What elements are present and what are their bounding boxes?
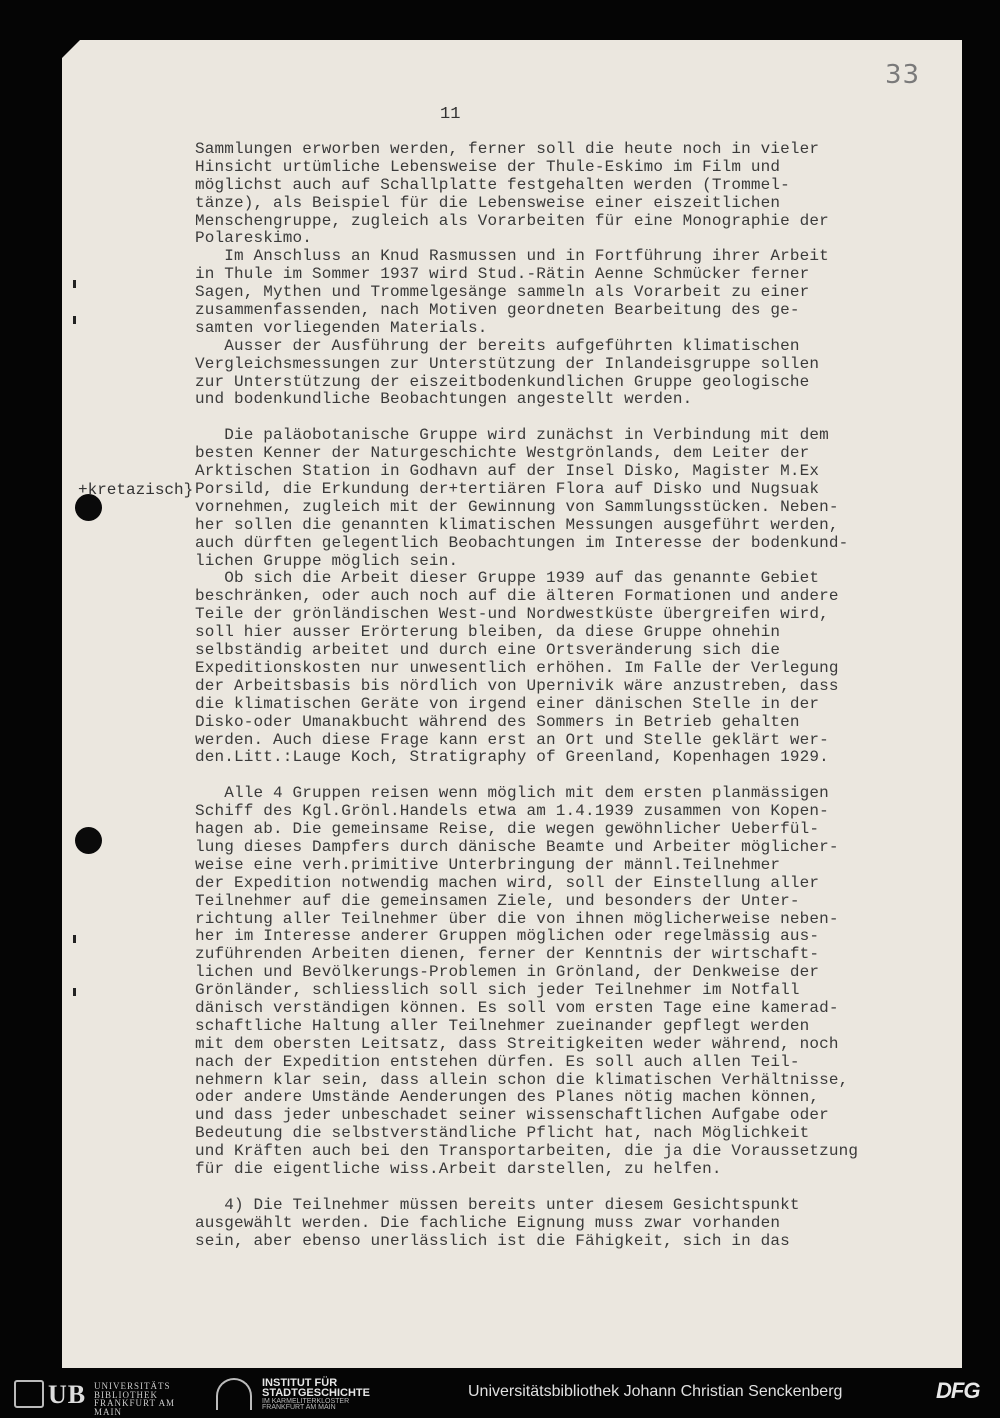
text-line: Polareskimo. [195,229,313,248]
typewritten-text [195,141,955,1251]
text-line: Ob sich die Arbeit dieser Gruppe 1939 auf das genannte Gebiet [195,569,820,588]
text-line: vornehmen, zugleich mit der Gewinnung von Sammlungsstücken. Neben- [195,497,839,516]
text-line: weise eine verh.primitive Unterbringung der männl.Teilnehmer [195,855,781,874]
text-line: Teilnehmer auf die gemeinsamen Ziele, und besonders der Unter- [195,891,800,910]
text-line: Hinsicht urtümliche Lebensweise der Thule-Eskimo im Film und [195,157,781,176]
ub-logo-text [94,1382,204,1416]
text-line: und dass jeder unbeschadet seiner wissenschaftlichen Aufgabe oder [195,1106,829,1125]
institute-subtitle [262,1399,349,1411]
ub-logo-letters: UB [48,1380,87,1409]
pencil-mark [73,280,76,288]
institute-name [262,1378,370,1398]
text-line: Vergleichsmessungen zur Unterstützung der Inlandeisgruppe sollen [195,354,820,373]
folio-number: 33 [885,60,921,90]
text-line: auch dürften gelegentlich Beobachtungen im Interesse der bodenkund- [195,533,849,552]
pencil-mark [73,935,76,943]
institute-logo[interactable] [216,1378,396,1410]
text-line: Ausser der Ausführung der bereits aufgeführten klimatischen [195,336,800,355]
text-line: zusammenfassenden, nach Motiven geordneten Bearbeitung des ge- [195,301,800,320]
paragraph-gap [195,767,955,785]
text-line: schaftliche Haltung aller Teilnehmer zueinander gepflegt werden [195,1016,810,1035]
text-line: sein, aber ebenso unerlässlich ist die Fähigkeit, sich in das [195,1231,790,1250]
paragraph-gap [195,1179,955,1197]
dfg-logo[interactable]: DFG [936,1378,980,1403]
footer-bar [0,1368,1000,1418]
text-line: Sammlungen erworben werden, ferner soll die heute noch in vieler [195,140,820,158]
institute-line-1: INSTITUT FÜR [262,1377,338,1389]
library-credit: Universitätsbibliothek Johann Christian Senckenberg [468,1383,843,1400]
ub-line-1: UNIVERSITÄTS [94,1381,171,1391]
page-number: 11 [440,105,461,124]
text-line: Die paläobotanische Gruppe wird zunächst in Verbindung mit dem [195,426,829,445]
text-line: Bedeutung die selbstverständliche Pflicht hat, nach Möglichkeit [195,1124,810,1143]
punch-hole [75,827,102,854]
text-line: werden. Auch diese Frage kann erst an Ort und Stelle geklärt wer- [195,730,829,749]
text-line: oder andere Umstände Aenderungen des Planes nötig machen können, [195,1088,820,1107]
text-line: Sagen, Mythen und Trommelgesänge sammeln als Vorarbeit zu einer [195,283,810,302]
institute-line-4: FRANKFURT AM MAIN [262,1404,336,1411]
text-line: in Thule im Sommer 1937 wird Stud.-Rätin Aenne Schmücker ferner [195,265,810,284]
text-line: 4) Die Teilnehmer müssen bereits unter diesem Gesichtspunkt [195,1195,800,1214]
text-line: Alle 4 Gruppen reisen wenn möglich mit dem ersten planmässigen [195,784,829,803]
text-line: und bodenkundliche Beobachtungen angestellt werden. [195,390,693,409]
text-line: tänze), als Beispiel für die Lebensweise einer eiszeitlichen [195,193,781,212]
text-line: mit dem obersten Leitsatz, dass Streitigkeiten weder während, noch [195,1034,839,1053]
text-line: nach der Expedition entstehen dürfen. Es soll auch allen Teil- [195,1052,800,1071]
text-line: Porsild, die Erkundung der+tertiären Flora auf Disko und Nugsuak [195,480,820,499]
text-line: dänisch verständigen können. Es soll vom ersten Tage eine kamerad- [195,998,839,1017]
text-line: der Expedition notwendig machen wird, soll der Einstellung aller [195,873,820,892]
text-line: zur Unterstützung der eiszeitbodenkundlichen Gruppe geologische [195,372,810,391]
text-line: Disko-oder Umanakbucht während des Sommers in Betrieb gehalten [195,712,800,731]
text-line: hagen ab. Die gemeinsame Reise, die wegen gewöhnlicher Ueberfül- [195,820,820,839]
text-line: Teile der grönländischen West-und Nordwestküste übergreifen wird, [195,605,829,624]
text-line: Schiff des Kgl.Grönl.Handels etwa am 1.4.1939 zusammen von Kopen- [195,802,829,821]
text-line: möglichst auch auf Schallplatte festgehalten werden (Trommel- [195,175,790,194]
text-line: beschränken, oder auch noch auf die älteren Formationen und andere [195,587,839,606]
text-line: besten Kenner der Naturgeschichte Westgrönlands, dem Leiter der [195,444,810,463]
text-line: zuführenden Arbeiten dienen, ferner der Kenntnis der wirtschaft- [195,945,820,964]
institute-line-3: IM KARMELITERKLOSTER [262,1398,350,1405]
text-line: ausgewählt werden. Die fachliche Eignung muss zwar vorhanden [195,1213,781,1232]
text-line: Grönländer, schliesslich soll sich jeder Teilnehmer im Notfall [195,981,800,1000]
margin-note: +kretazisch} [78,481,194,499]
text-line: Menschengruppe, zugleich als Vorarbeiten für eine Monographie der [195,211,829,230]
text-line: Arktischen Station in Godhavn auf der Insel Disko, Magister M.Ex [195,462,820,481]
text-line: her im Interesse anderer Gruppen möglichen oder regelmässig aus- [195,927,820,946]
text-line: nehmern klar sein, dass allein schon die klimatischen Verhältnisse, [195,1070,849,1089]
ub-logo[interactable] [14,1380,204,1417]
text-line: selbständig arbeitet und durch eine Ortsveränderung sich die [195,641,781,660]
institute-line-2: STADTGESCHICHTE [262,1387,370,1399]
pencil-mark [73,316,76,324]
text-line: samten vorliegenden Materials. [195,318,488,337]
text-line: und Kräften auch bei den Transportarbeiten, die ja die Voraussetzung [195,1142,859,1161]
text-line: her sollen die genannten klimatischen Messungen ausgeführt werden, [195,515,839,534]
pencil-mark [73,988,76,996]
text-line: richtung aller Teilnehmer über die von ihnen möglicherweise neben- [195,909,839,928]
text-line: den.Litt.:Lauge Koch, Stratigraphy of Greenland, Kopenhagen 1929. [195,748,829,767]
text-line: lichen Gruppe möglich sein. [195,551,459,570]
text-line: lichen und Bevölkerungs-Problemen in Grönland, der Denkweise der [195,963,820,982]
text-line: lung dieses Dampfers durch dänische Beamte und Arbeiter möglicher- [195,837,839,856]
ub-emblem-icon [14,1380,44,1408]
paragraph-gap [195,409,955,427]
arch-icon [216,1378,252,1410]
text-line: die klimatischen Geräte von irgend einer dänischen Stelle in der [195,694,820,713]
ub-line-2: BIBLIOTHEK [94,1389,158,1400]
text-line: Expeditionskosten nur unwesentlich erhöhen. Im Falle der Verlegung [195,658,839,677]
text-line: der Arbeitsbasis bis nördlich von Upernivik wäre anzustreben, dass [195,676,839,695]
ub-line-3: FRANKFURT AM MAIN [94,1398,176,1417]
text-line: soll hier ausser Erörterung bleiben, da diese Gruppe ohnehin [195,623,781,642]
text-line: für die eigentliche wiss.Arbeit darstellen, zu helfen. [195,1159,722,1178]
text-line: Im Anschluss an Knud Rasmussen und in Fortführung ihrer Arbeit [195,247,829,266]
